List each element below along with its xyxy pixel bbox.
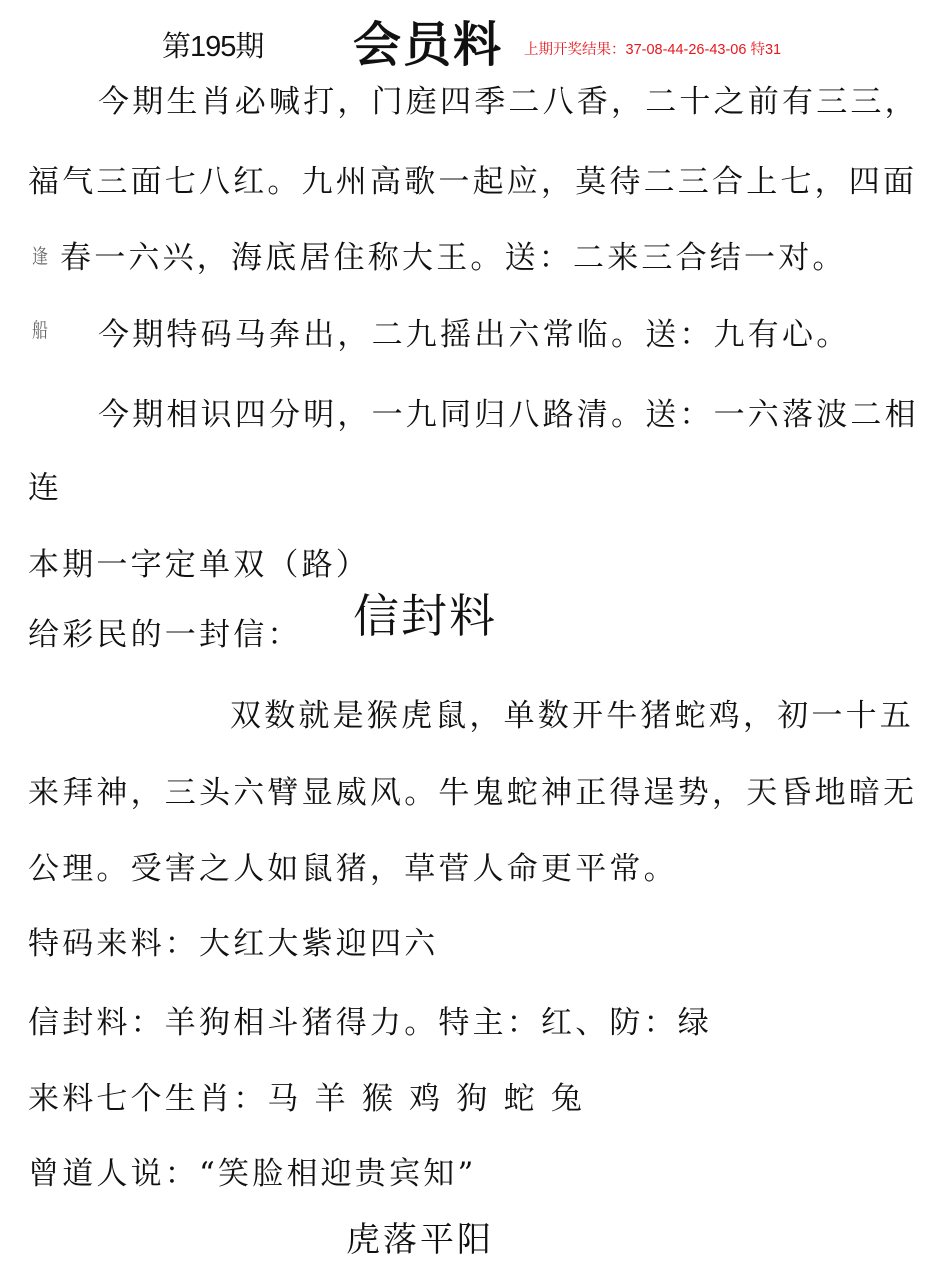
text-line: 信封料：羊狗相斗猪得力。特主：红、防：绿 xyxy=(28,1005,712,1041)
text-line: 今期相识四分明，一九同归八路清。送：一六落波二相 xyxy=(98,397,919,433)
text-line: 本期一字定单双（路） xyxy=(28,547,370,583)
text-line: 福气三面七八红。九州高歌一起应，莫待二三合上七，四面 xyxy=(28,164,918,200)
text-line: 来拜神，三头六臂显威风。牛鬼蛇神正得逞势，天昏地暗无 xyxy=(28,775,918,811)
issue-number: 第195期 xyxy=(162,31,264,63)
page-title: 会员料 xyxy=(353,17,504,73)
signature: 虎落平阳 xyxy=(346,1220,494,1260)
text-line: 连 xyxy=(28,470,63,506)
text-line: 今期生肖必喊打，门庭四季二八香，二十之前有三三， xyxy=(98,84,919,120)
text-line: 今期特码马奔出，二九摇出六常临。送：九有心。 xyxy=(98,317,851,353)
text-line: 曾道人说：“笑脸相迎贵宾知” xyxy=(28,1156,477,1192)
text-line: 来料七个生肖：马 羊 猴 鸡 狗 蛇 兔 xyxy=(28,1081,586,1117)
last-draw-result: 上期开奖结果：37-08-44-26-43-06 特31 xyxy=(524,42,782,58)
smudged-glyph: 逢 xyxy=(32,244,48,268)
text-line: 特码来料：大红大紫迎四六 xyxy=(28,926,439,962)
text-line: 公理。受害之人如鼠猪，草菅人命更平常。 xyxy=(28,851,678,887)
text-line: 双数就是猴虎鼠，单数开牛猪蛇鸡，初一十五 xyxy=(230,698,914,734)
text-line: 给彩民的一封信： xyxy=(28,617,302,653)
text-line: 春一六兴，海底居住称大王。送：二来三合结一对。 xyxy=(60,240,847,276)
section-title: 信封料 xyxy=(353,589,497,643)
smudged-glyph: 船 xyxy=(32,318,48,342)
